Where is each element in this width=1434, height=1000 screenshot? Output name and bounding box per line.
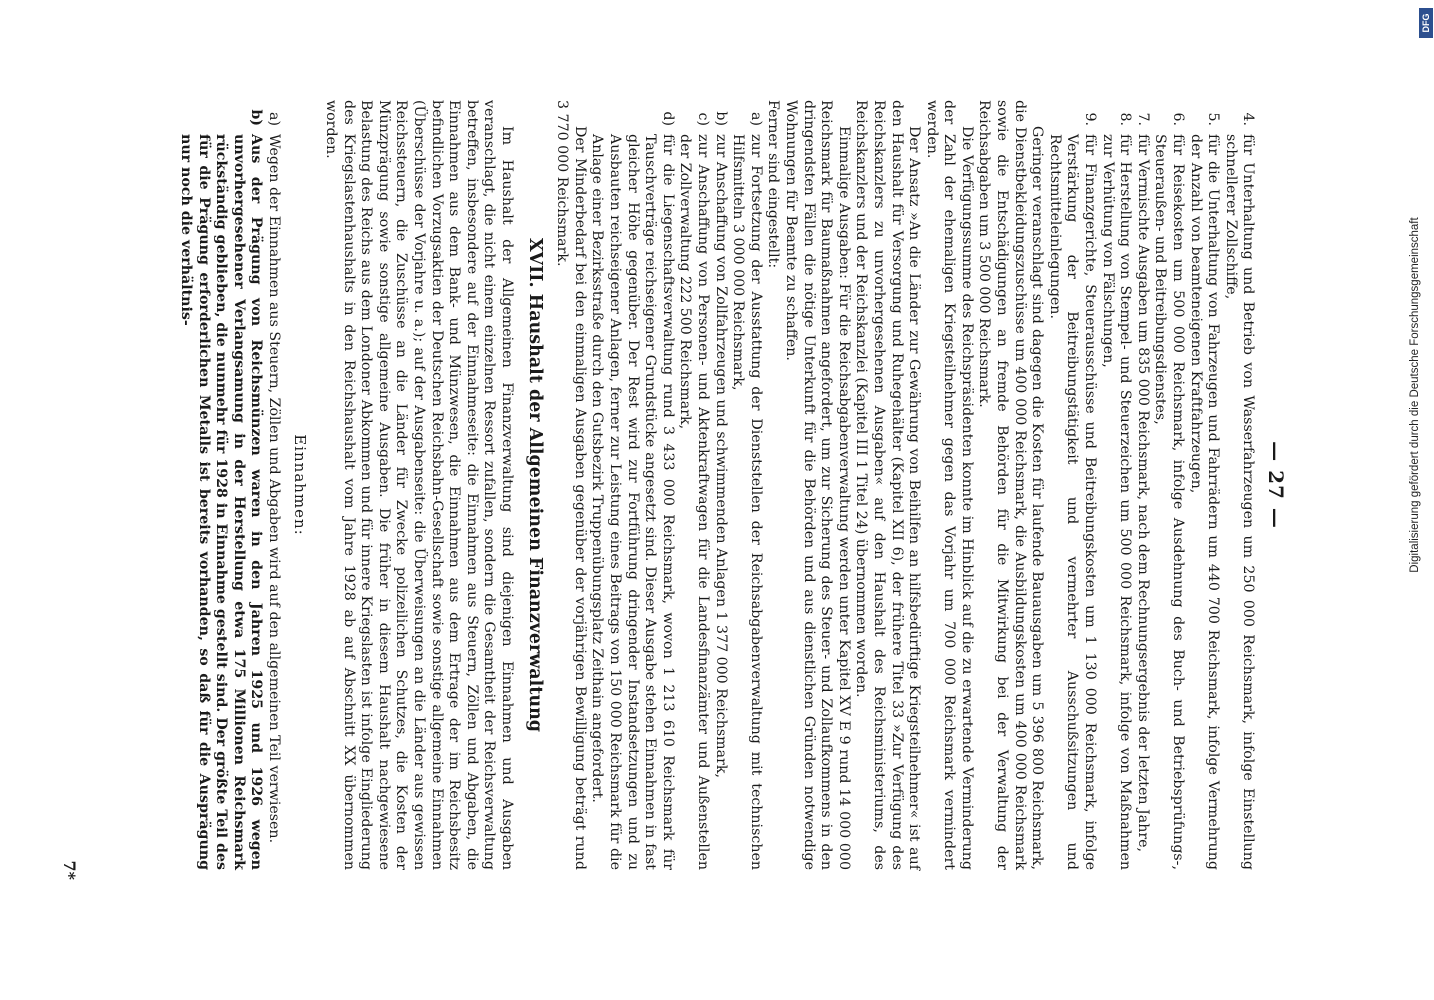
- item-number: 8.: [1117, 112, 1134, 126]
- list-item: [676, 100, 711, 870]
- list-item: [1186, 100, 1221, 870]
- item-number: d): [659, 111, 676, 126]
- list-item: [1098, 100, 1133, 870]
- list-item: [264, 100, 282, 870]
- page-number: — 27 —: [1264, 441, 1288, 529]
- item-text: für Reisekosten um 500 000 Reichsmark, infolge Ausdehnung des Buch- und Betriebsprüfungs-, Steueraußen- und Beitreibungsdienstes,: [1152, 134, 1187, 870]
- list-item: [711, 100, 729, 870]
- digitization-note-text: Digitalisierung gefördert durch die Deutsche Forschungsgemeinschaft: [1409, 217, 1421, 573]
- paragraph: Der Ansatz »An die Länder zur Gewährung von Beihilfen an hilfsbedürftige Kriegsteilnehmer« ist auf den Haushalt für Versorgung und Ruhegehälter (Kapitel XII 6), der frühere Titel 33 »Zur Verfügung des Reichskanzlers zu unvorhergesehenen Ausgaben« auf den Haushalt des Reichsministeriums, des Reichskanzlers und der Reichskanzlei (Kapitel III 1 Titel 24) übernommen worden.: [853, 100, 923, 870]
- item-number: b): [248, 109, 265, 126]
- list-item: [588, 100, 676, 870]
- item-number: c): [695, 112, 711, 126]
- item-text: zur Fortsetzung der Ausstattung der Dienststellen der Reichsabgabenverwaltung mit technischen Hilfsmitteln 3 000 000 Reichsmark,: [730, 134, 764, 870]
- digitization-note: [1400, 0, 1430, 1000]
- item-number: a): [747, 112, 764, 126]
- list-item: [1133, 100, 1151, 870]
- item-text: für die Liegenschaftsverwaltung rund 3 433 000 Reichsmark, wovon 1 213 610 Reichsmark für Tauschverträge reichseigener Grundstücke angesetzt sind. Dieser Ausgabe stehen Einnahmen in fast gleicher Höhe gegenüber. Der Rest wird zur Fortführung dringender Instandsetzungen und zu Ausbauten reichseigener Anlagen, ferner zur Leistung eines Beitrags von 150 000 Reichsmark für die Anlage einer Bezirksstraße durch den Gutsbezirk Truppenübungsplatz Zeithain angefordert.: [589, 134, 676, 870]
- paragraph: Geringer veranschlagt sind dagegen die Kosten für laufende Bauausgaben um 5 396 800 Reichsmark, die Dienstbekleidungszuschüsse um 400 000 Reichsmark, die Ausbildungskosten um 400 000 Reichsmark sowie die Entschädigungen an fremde Behörden für die Mitwirkung bei der Verwaltung der Reichsabgaben um 3 500 000 Reichsmark.: [976, 100, 1046, 870]
- subheading: Einnahmen:: [290, 434, 309, 536]
- item-text: für Herstellung von Stempel- und Steuerzeichen um 500 000 Reichsmark, infolge von Maßnahmen zur Verhütung von Fälschungen,: [1099, 134, 1134, 870]
- list-c: [176, 100, 282, 870]
- item-number: b): [712, 111, 729, 126]
- item-number: 7.: [1134, 112, 1151, 126]
- text-column: [176, 100, 1288, 870]
- paragraph: Die Verfügungssumme des Reichspräsidenten konnte im Hinblick auf die zu erwartende Verminderung der Zahl der ehemaligen Kriegsteilnehmer gegen das Vorjahr um 700 000 Reichsmark vermindert werden.: [923, 100, 975, 870]
- dfg-logo-text: DFG: [1421, 13, 1431, 33]
- list-item: [1045, 100, 1098, 870]
- signature-mark: 7*: [60, 860, 79, 880]
- item-text: Aus der Prägung von Reichsmünzen waren in den Jahren 1925 und 1926 wegen unvorhergesehener Verlangsamung in der Herstellung etwa 175 Millionen Reichsmark rückständig geblieben, die nunmehr für 1928 in Einnahme gestellt sind. Der größte Teil des für die Prägung erforderlichen Metalls ist bereits vorhanden, so daß für die Ausprägung nur noch die verhältnis-: [177, 134, 265, 870]
- item-number: 6.: [1170, 112, 1187, 126]
- paragraph: Ferner sind eingestellt:: [765, 100, 782, 269]
- paragraph: Einmalige Ausgaben: Für die Reichsabgabenverwaltung werden unter Kapitel XV E 9 rund 14 000 000 Reichsmark für Baumaßnahmen angefordert, um zur Sicherung des Steuer- und Zollaufkommens in den dringendsten Fällen die nötige Unterkunft für die Behörden und aus dienstlichen Gründen notwendige Wohnungen für Beamte zu schaffen.: [782, 100, 852, 870]
- list-item: [729, 100, 764, 870]
- item-text: zur Anschaffung von Personen- und Aktenkraftwagen für die Landesfinanzämter und Außenstellen der Zollverwaltung 222 500 Reichsmark,: [677, 134, 711, 870]
- item-text: Wegen der Einnahmen aus Steuern, Zöllen und Abgaben wird auf den allgemeinen Teil verwiesen.: [265, 134, 282, 844]
- item-number: 4.: [1240, 112, 1257, 126]
- item-text: für Unterhaltung und Betrieb von Wasserfahrzeugen um 250 000 Reichsmark, infolge Einstellung schnellerer Zollschiffe,: [1222, 134, 1257, 870]
- paragraph: Im Haushalt der Allgemeinen Finanzverwaltung sind diejenigen Einnahmen und Ausgaben veranschlagt, die nicht einem einzelnen Ressort zufallen, sondern die Gesamtheit der Reichsverwaltung betreffen, insbesondere auf der Einnahmeseite: die Einnahmen aus Steuern, Zöllen und Abgaben, die Einnahmen aus dem Bank- und Münzwesen, die Einnahmen aus dem Ertrage der im Reichsbesitz befindlichen Vorzugsaktien der Deutschen Reichsbahn-Gesellschaft sowie sonstige allgemeine Einnahmen (Überschüsse der Vorjahre u. a.); auf der Ausgabenseite: die Überweisungen an die Länder aus gewissen Reichssteuern, die Zuschüsse an die Länder für Zwecke polizeilichen Schutzes, die Kosten der Münzprägung sowie sonstige allgemeine Ausgaben. Die früher in diesem Haushalt nachgewiesene Belastung des Reichs aus dem Londoner Abkommen und für innere Kriegslasten ist infolge Eingliederung des Kriegslastenhaushalts in den Reichshaushalt vom Jahre 1928 ab auf Abschnitt XX übernommen worden.: [323, 100, 516, 870]
- list-b: [588, 100, 764, 870]
- item-number: a): [265, 112, 282, 126]
- item-text: für Finanzgerichte, Steuerausschüsse und Beitreibungskosten um 1 130 000 Reichsmark, infolge Verstärkung der Beitreibungstätigkeit und vermehrter Ausschußsitzungen und Rechtsmitteleinlegungen.: [1046, 134, 1099, 870]
- section-heading: XVII. Haushalt der Allgemeinen Finanzverwaltung: [524, 237, 545, 733]
- item-number: 9.: [1082, 112, 1099, 126]
- list-item: [176, 100, 264, 870]
- item-text: für die Unterhaltung von Fahrzeugen und Fahrrädern um 440 700 Reichsmark, infolge Vermehrung der Anzahl von beamteneigenen Kraftfahrzeugen,: [1187, 134, 1222, 870]
- item-text: zur Anschaffung von Zollfahrzeugen und schwimmenden Anlagen 1 377 000 Reichsmark,: [712, 134, 729, 778]
- paragraph: Der Minderbedarf bei den einmaligen Ausgaben gegenüber der vorjährigen Bewilligung beträgt rund 3 770 000 Reichsmark.: [554, 100, 588, 870]
- list-item: [1151, 100, 1186, 870]
- dfg-logo: [1419, 8, 1433, 38]
- item-number: 5.: [1205, 112, 1222, 126]
- list-a: [1045, 100, 1256, 870]
- list-item: [1221, 100, 1256, 870]
- item-text: für Vermischte Ausgaben um 835 000 Reichsmark, nach dem Rechnungsergebnis der letzten Jahre,: [1134, 134, 1151, 853]
